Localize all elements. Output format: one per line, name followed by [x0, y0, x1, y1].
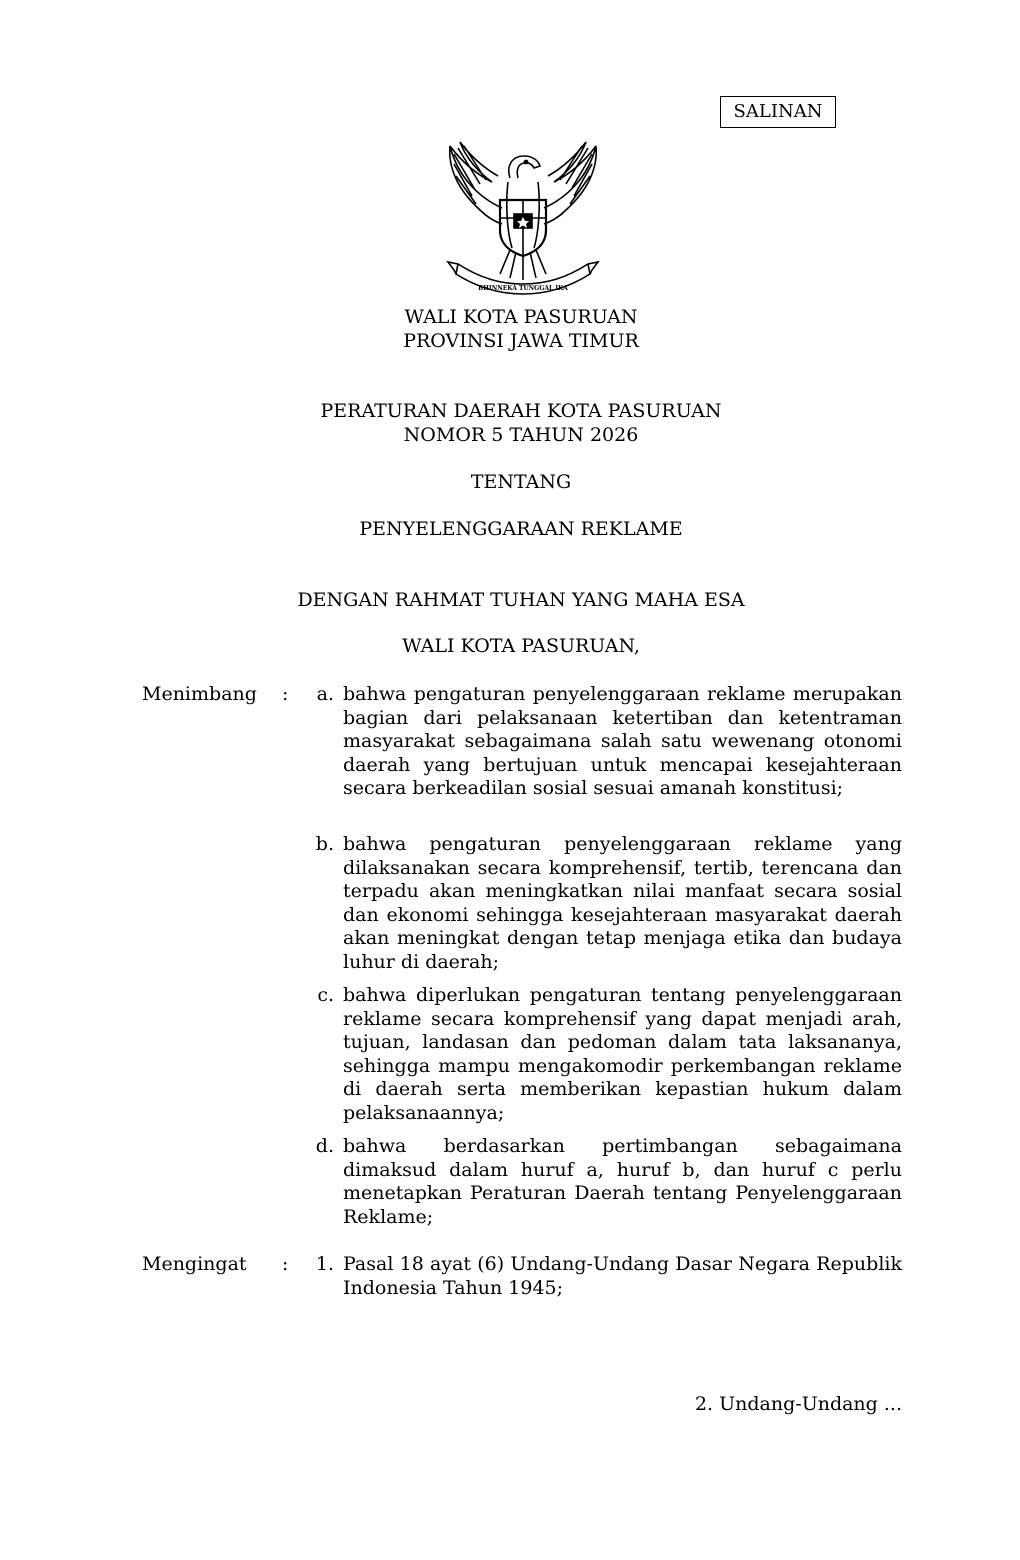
- regulation-number: NOMOR 5 TAHUN 2026: [403, 424, 639, 446]
- authority-line-2: PROVINSI JAWA TIMUR: [403, 330, 639, 352]
- item-marker: b.: [315, 833, 334, 855]
- item-text: bahwa berdasarkan pertimbangan sebagaimana dimaksud dalam huruf a, huruf b, dan huruf c perlu menetapkan Peraturan Daerah tentang Penyelenggaraan Reklame;: [343, 1135, 902, 1228]
- regulation-title: PERATURAN DAERAH KOTA PASURUAN: [320, 400, 722, 422]
- page-continuation: 2. Undang-Undang ...: [694, 1393, 902, 1415]
- authority-line-1: WALI KOTA PASURUAN: [404, 306, 638, 328]
- menimbang-label: Menimbang: [142, 683, 257, 705]
- item-marker: d.: [315, 1135, 334, 1157]
- item-text: bahwa diperlukan pengaturan tentang penyelenggaraan reklame secara komprehensif yang dapat menjadi arah, tujuan, landasan dan pedoman dalam tata laksananya, sehingga mampu mengakomodir perkembangan reklame di daerah serta memberikan kepastian hukum dalam pelaksanaannya;: [343, 984, 902, 1124]
- menimbang-item-a: [300, 683, 902, 801]
- item-marker: a.: [316, 683, 334, 705]
- item-text: Pasal 18 ayat (6) Undang-Undang Dasar Negara Republik Indonesia Tahun 1945;: [343, 1253, 902, 1299]
- item-marker: 1.: [315, 1253, 334, 1275]
- item-text: bahwa pengaturan penyelenggaraan reklame merupakan bagian dari pelaksanaan ketertiban dan ketentraman masyarakat sebagaimana salah satu wewenang otonomi daerah yang bertujuan untuk mencapai kesejahteraan secara berkeadilan sosial sesuai amanah konstitusi;: [343, 683, 902, 799]
- mengingat-colon: :: [282, 1253, 289, 1275]
- enactor: WALI KOTA PASURUAN,: [402, 635, 640, 657]
- item-text: bahwa pengaturan penyelenggaraan reklame yang dilaksanakan secara komprehensif, tertib, terencana dan terpadu akan meningkatkan nilai manfaat secara sosial dan ekonomi sehingga kesejahteraan masyarakat daerah akan meningkat dengan tetap menjaga etika dan budaya luhur di daerah;: [343, 833, 902, 973]
- menimbang-item-d: [300, 1135, 902, 1229]
- menimbang-item-c: [300, 984, 902, 1125]
- emblem-motto: BHINNEKA TUNGGAL IKA: [478, 285, 568, 292]
- subject-heading: PENYELENGGARAAN REKLAME: [359, 518, 683, 540]
- invocation: DENGAN RAHMAT TUHAN YANG MAHA ESA: [297, 589, 745, 611]
- item-marker: c.: [317, 984, 334, 1006]
- garuda-emblem-icon: [440, 138, 606, 300]
- menimbang-item-b: [300, 833, 902, 974]
- menimbang-colon: :: [282, 683, 289, 705]
- salinan-stamp: SALINAN: [720, 96, 836, 128]
- mengingat-item-1: [300, 1253, 902, 1300]
- about-heading: TENTANG: [470, 471, 572, 493]
- mengingat-label: Mengingat: [142, 1253, 247, 1275]
